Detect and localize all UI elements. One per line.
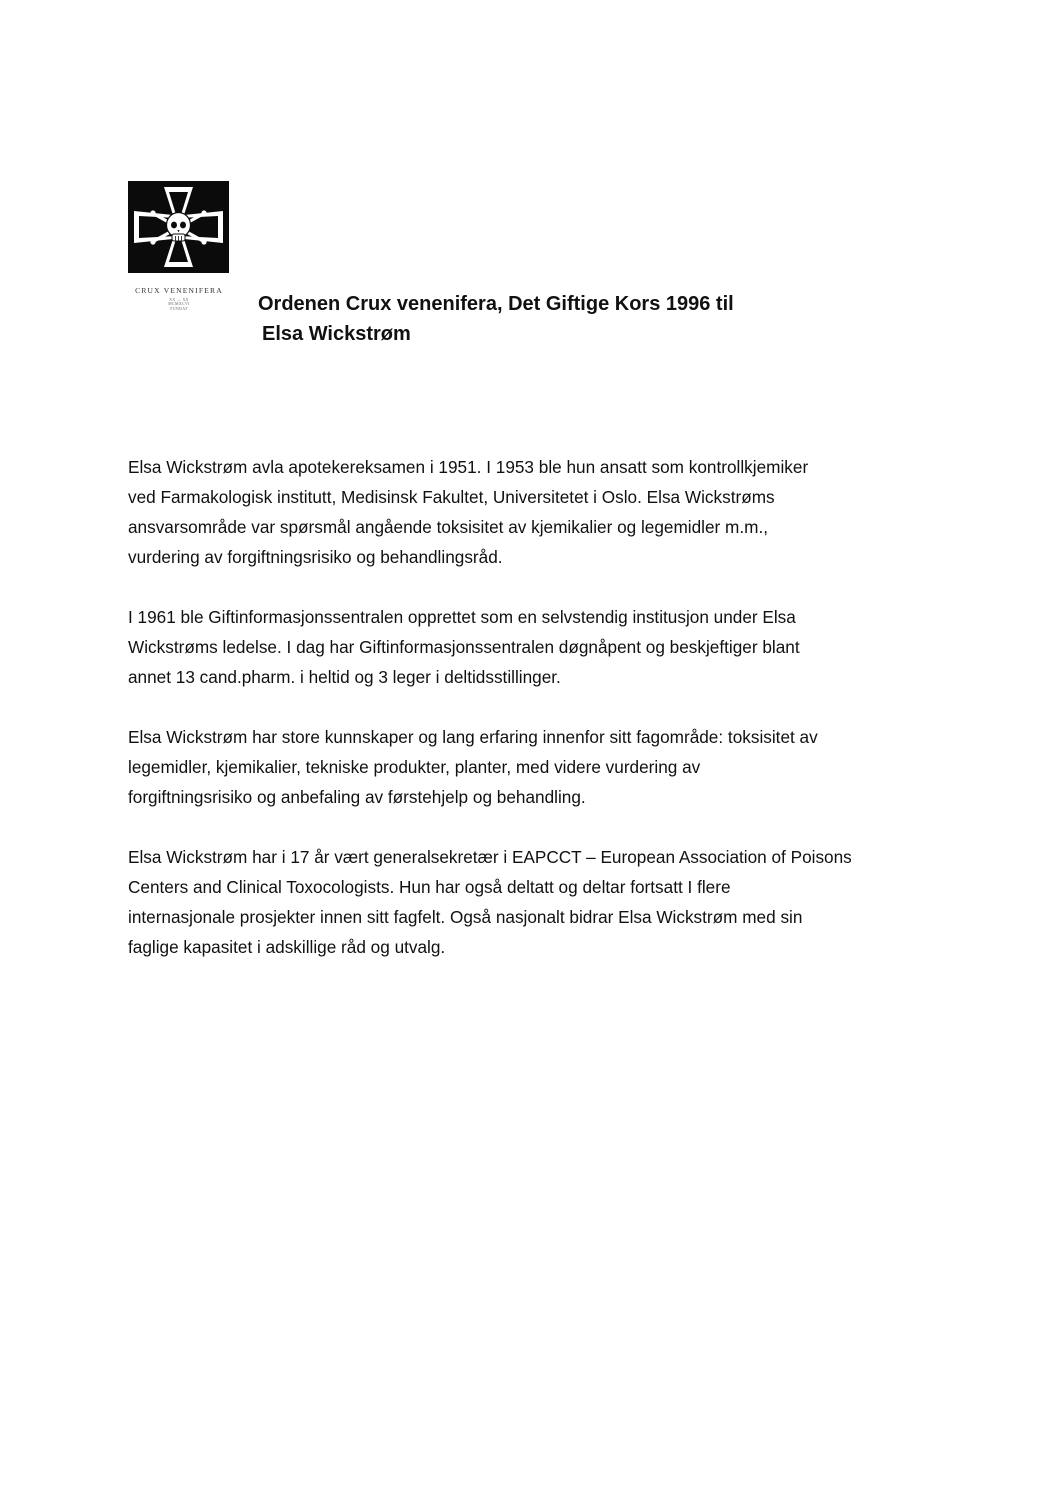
text-line: Elsa Wickstrøm avla apotekereksamen i 1951. I 1953 ble hun ansatt som kontrollkjemiker	[128, 457, 809, 477]
document-title	[258, 289, 734, 349]
text-line: Elsa Wickstrøm har store kunnskaper og lang erfaring innenfor sitt fagområde: toksisitet av	[128, 727, 818, 747]
text-line: legemidler, kjemikalier, tekniske produkter, planter, med videre vurdering av	[128, 757, 701, 777]
poison-cross-skull-icon	[128, 181, 229, 273]
paragraph	[128, 842, 938, 962]
emblem-subcaption-line: XX — XX	[169, 296, 189, 302]
text-line: vurdering av forgiftningsrisiko og behandlingsråd.	[128, 547, 503, 567]
emblem-subcaption	[128, 298, 230, 312]
text-line: Wickstrøms ledelse. I dag har Giftinformasjonssentralen døgnåpent og beskjeftiger blant	[128, 637, 800, 657]
text-line: forgiftningsrisiko og anbefaling av førstehjelp og behandling.	[128, 787, 586, 807]
emblem-caption: CRUX VENENIFERA	[135, 286, 223, 295]
paragraph	[128, 722, 938, 812]
title-line-2: Elsa Wickstrøm	[262, 323, 411, 345]
paragraph	[128, 602, 938, 692]
order-emblem	[128, 181, 230, 311]
text-line: internasjonale prosjekter innen sitt fagfelt. Også nasjonalt bidrar Elsa Wickstrøm med sin	[128, 907, 803, 927]
emblem-subcaption-line: FUNDAT	[170, 305, 188, 311]
text-line: ved Farmakologisk institutt, Medisinsk Fakultet, Universitetet i Oslo. Elsa Wickstrøms	[128, 487, 775, 507]
text-line: Elsa Wickstrøm har i 17 år vært generalsekretær i EAPCCT – European Association of Poisons	[128, 847, 852, 867]
text-line: faglige kapasitet i adskillige råd og utvalg.	[128, 937, 446, 957]
text-line: ansvarsområde var spørsmål angående toksisitet av kjemikalier og legemidler m.m.,	[128, 517, 769, 537]
title-line-1: Ordenen Crux venenifera, Det Giftige Kors 1996 til	[258, 293, 734, 315]
text-line: I 1961 ble Giftinformasjonssentralen opprettet som en selvstendig institusjon under Elsa	[128, 607, 796, 627]
text-line: Centers and Clinical Toxocologists. Hun har også deltatt og deltar fortsatt I flere	[128, 877, 731, 897]
text-line: annet 13 cand.pharm. i heltid og 3 leger i deltidsstillinger.	[128, 667, 561, 687]
document-body	[128, 452, 938, 992]
emblem-subcaption-line: MCMXCVI	[168, 301, 190, 306]
paragraph	[128, 452, 938, 572]
